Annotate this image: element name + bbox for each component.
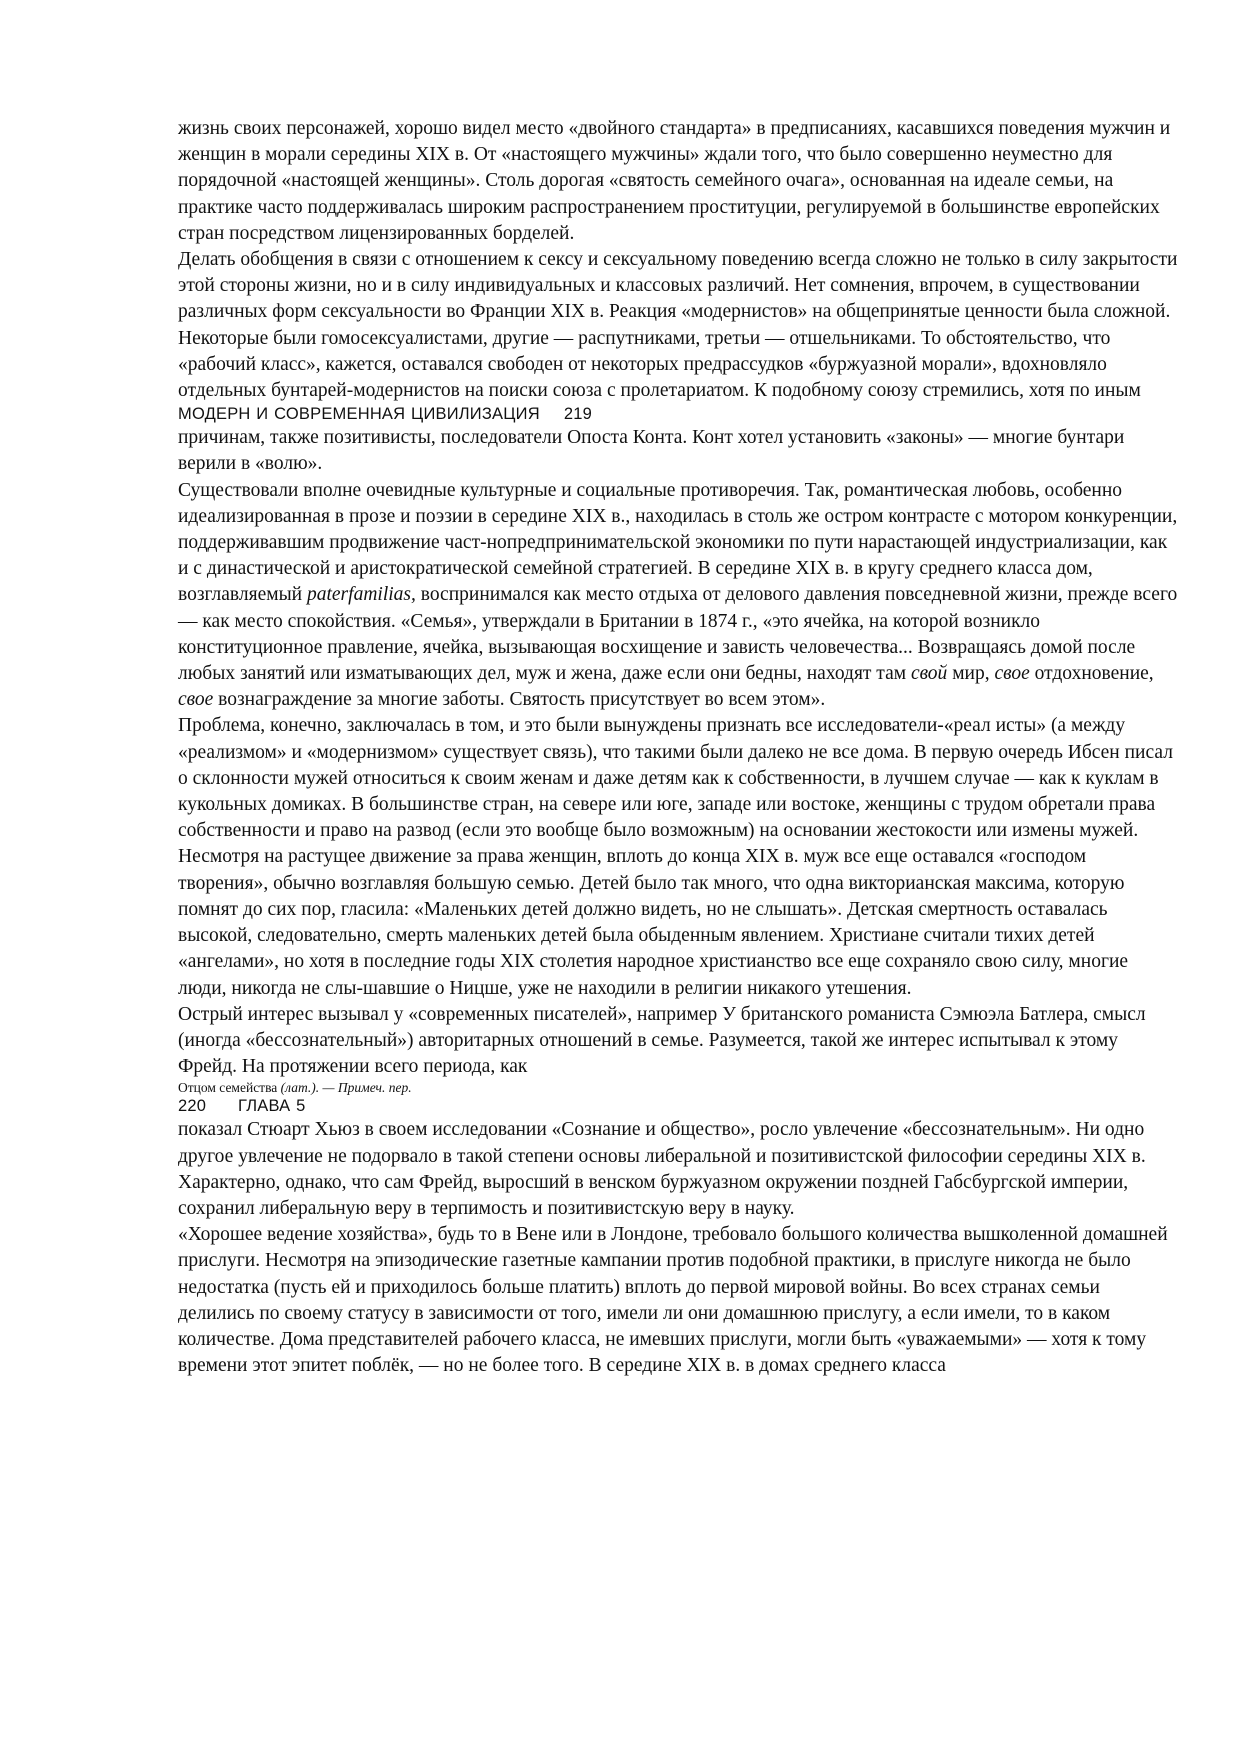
- paragraph: Существовали вполне очевидные культурные и социальные противоречия. Так, романтическая любовь, особенно идеализированная в прозе и поэзии в середине XIX в., находилась в столь же остром контрасте с мотором конкуренции, поддерживавшим продвижение част-нопредпринимательской экономики по пути нарастающей индустриализации, как и с династической и аристократической семейной стратегией. В середине XIX в. в кругу среднего класса дом, возглавляемый paterfamilias, воспринимался как место отдыха от делового давления повседневной жизни, прежде всего — как место спокойствия. «Семья», утверждали в Британии в 1874 г., «это ячейка, на которой возникло конституционное правление, ячейка, вызывающая восхищение и зависть человечества... Возвращаясь домой после любых занятий или изматывающих дел, муж и жена, даже если они бедны, находят там свой мир, свое отдохновение, свое вознаграждение за многие заботы. Святость присутствует во всем этом».: [178, 479, 1178, 711]
- italic-word: свой: [910, 663, 948, 685]
- page-number: 219: [563, 405, 592, 424]
- paragraph: причинам, также позитивисты, последователи Опоста Конта. Конт хотел установить «законы» — многие бунтари верили в «волю».: [178, 427, 1125, 475]
- page-number: 220: [178, 1097, 207, 1116]
- paragraph: жизнь своих персонажей, хорошо видел место «двойного стандарта» в предписаниях, касавшихся поведения мужчин и женщин в морали середины XIX в. От «настоящего мужчины» ждали того, что было совершенно неуместно для порядочной «настоящей женщины». Столь дорогая «святость семейного очага», основанная на идеале семьи, на практике часто поддерживалась широким распространением проституции, регулируемой в большинстве европейских стран посредством лицензированных борделей.: [178, 118, 1171, 244]
- running-header-title: ГЛАВА 5: [238, 1097, 306, 1116]
- italic-word: свое: [994, 663, 1030, 685]
- paragraph: показал Стюарт Хьюз в своем исследовании «Сознание и общество», росло увлечение «бессознательным». Ни одно другое увлечение не подорвало в такой степени основы либеральной и позитивистской философии середины XIX в. Характерно, однако, что сам Фрейд, выросший в венском буржуазном окружении поздней Габсбургской империи, сохранил либеральную веру в терпимость и позитивистскую веру в науку.: [178, 1119, 1146, 1219]
- paragraph: Проблема, конечно, заключалась в том, и это были вынуждены признать все исследователи-«реал исты» (а между «реализмом» и «модернизмом» существует связь), что такими были далеко не все дома. В первую очередь Ибсен писал о склонности мужей относиться к своим женам и даже детям как к собственности, в лучшем случае — как к куклам в кукольных домиках. В большинстве стран, на севере или юге, западе или востоке, женщины с трудом обретали права собственности и право на развод (если это вообще было возможным) на основании жестокости или измены мужей. Несмотря на растущее движение за права женщин, вплоть до конца XIX в. муж все еще оставался «господом творения», обычно возглавляя большую семью. Детей было так много, что одна викторианская максима, которую помнят до сих пор, гласила: «Маленьких детей должно видеть, но не слышать». Детская смертность оставалась высокой, следовательно, смерть маленьких детей была обыденным явлением. Христиане считали тихих детей «ангелами», но хотя в последние годы XIX столетия народное христианство все еще сохраняло свою силу, многие люди, никогда не слы-шавшие о Ницше, уже не находили в религии никакого утешения.: [178, 715, 1173, 999]
- running-header: [178, 1096, 1178, 1117]
- running-header-title: МОДЕРН И СОВРЕМЕННАЯ ЦИВИЛИЗАЦИЯ: [178, 405, 540, 424]
- running-header: [178, 404, 1178, 425]
- paragraph: «Хорошее ведение хозяйства», будь то в Вене или в Лондоне, требовало большого количества вышколенной домашней прислуги. Несмотря на эпизодические газетные кампании против подобной практики, в прислуге никогда не было недостатка (пусть ей и приходилось больше платить) вплоть до первой мировой войны. Во всех странах семьи делились по своему статусу в зависимости от того, имели ли они домашнюю прислугу, а если имели, то в каком количестве. Дома представителей рабочего класса, не имевших прислуги, могли быть «уважаемыми» — хотя к тому времени этот эпитет поблёк, — но не более того. В середине XIX в. в домах среднего класса: [178, 1224, 1168, 1377]
- footnote: Отцом семейства (лат.). — Примеч. пер.: [178, 1080, 412, 1096]
- italic-word: свое: [178, 689, 214, 711]
- paragraph: Делать обобщения в связи с отношением к сексу и сексуальному поведению всегда сложно не только в силу закрытости этой стороны жизни, но и в силу индивидуальных и классовых различий. Нет сомнения, впрочем, в существовании различных форм сексуальности во Франции XIX в. Реакция «модернистов» на общепринятые ценности была сложной. Некоторые были гомосексуалистами, другие — распутниками, третьи — отшельниками. То обстоятельство, что «рабочий класс», кажется, оставался свободен от некоторых предрассудков «буржуазной морали», вдохновляло отдельных бунтарей-модернистов на поиски союза с пролетариатом. К подобному союзу стремились, хотя по иным: [178, 249, 1178, 402]
- italic-term: paterfamilias,: [306, 584, 416, 606]
- book-page: [178, 116, 1178, 1379]
- paragraph: Острый интерес вызывал у «современных писателей», например У британского романиста Сэмюэла Батлера, смысл (иногда «бессознательный») авторитарных отношений в семье. Разумеется, такой же интерес испытывал к этому Фрейд. На протяжении всего периода, как: [178, 1003, 1146, 1078]
